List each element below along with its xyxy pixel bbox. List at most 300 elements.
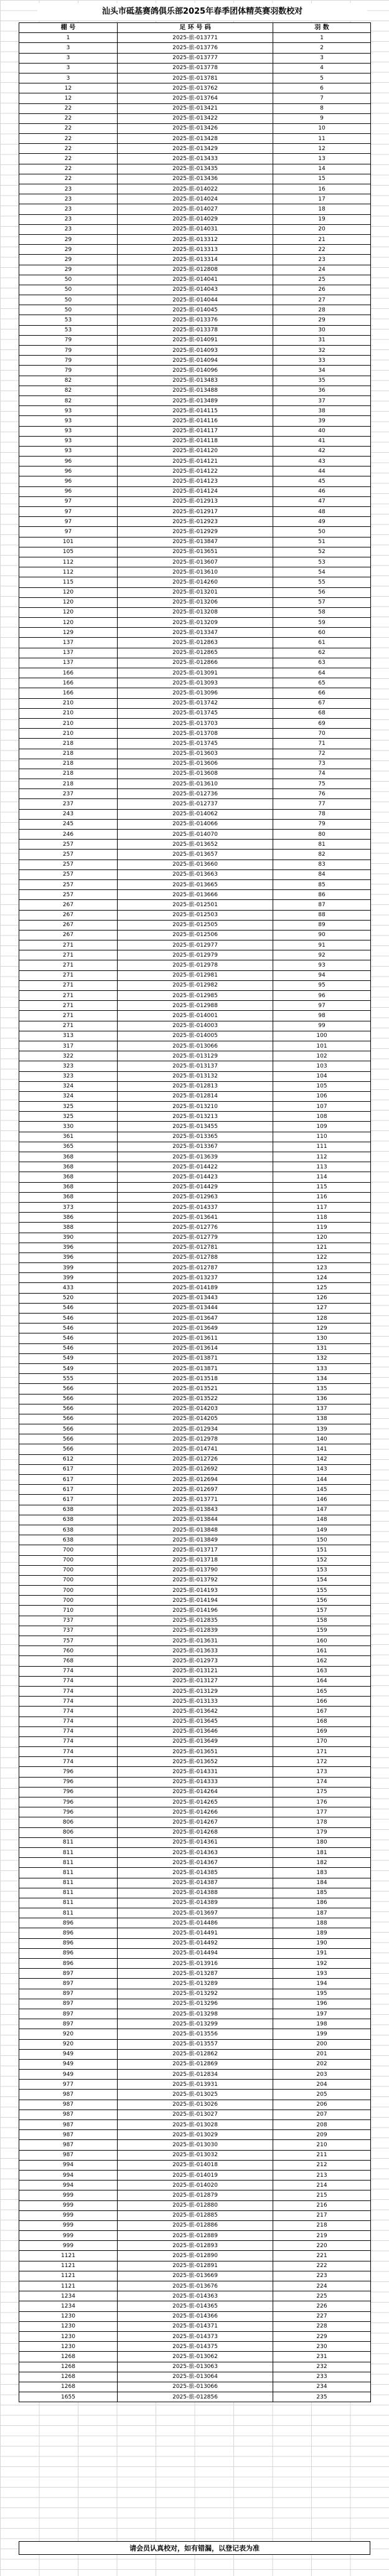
ring-number-cell: 2025-旅-013606 (118, 759, 273, 769)
count-cell: 108 (273, 1112, 371, 1122)
loft-cell: 324 (19, 1081, 118, 1091)
loft-cell: 757 (19, 1636, 118, 1646)
ring-number-cell: 2025-旅-013127 (118, 1676, 273, 1686)
loft-cell: 271 (19, 940, 118, 950)
ring-number-cell: 2025-旅-013026 (118, 2100, 273, 2110)
table-row (19, 819, 371, 829)
page-title: 汕头市砥基赛鸽俱乐部2025年春季团体精英赛羽数校对 (37, 3, 367, 21)
loft-cell: 22 (19, 174, 118, 184)
loft-cell: 920 (19, 2039, 118, 2049)
count-cell: 73 (273, 759, 371, 769)
loft-cell: 325 (19, 1102, 118, 1112)
count-cell: 186 (273, 1898, 371, 1908)
ring-number-cell: 2025-旅-013298 (118, 2009, 273, 2019)
count-cell: 219 (273, 2231, 371, 2241)
loft-cell: 368 (19, 1172, 118, 1182)
count-cell: 85 (273, 879, 371, 889)
loft-cell: 79 (19, 335, 118, 345)
count-cell: 147 (273, 1505, 371, 1515)
count-cell: 134 (273, 1374, 371, 1384)
loft-cell: 1230 (19, 2342, 118, 2352)
table-row (19, 1374, 371, 1384)
loft-cell: 120 (19, 607, 118, 617)
ring-number-cell: 2025-旅-014027 (118, 204, 273, 214)
loft-cell: 137 (19, 648, 118, 658)
loft-cell: 811 (19, 1898, 118, 1908)
count-cell: 62 (273, 648, 371, 658)
table-row (19, 718, 371, 728)
count-cell: 87 (273, 900, 371, 910)
table-row (19, 2170, 371, 2180)
count-cell: 215 (273, 2190, 371, 2200)
table-row (19, 1797, 371, 1807)
count-cell: 116 (273, 1192, 371, 1202)
loft-cell: 243 (19, 809, 118, 819)
table-row (19, 224, 371, 234)
count-cell: 192 (273, 1959, 371, 1969)
ring-number-cell: 2025-旅-014366 (118, 2311, 273, 2321)
ring-number-cell: 2025-旅-013483 (118, 376, 273, 386)
loft-cell: 29 (19, 234, 118, 244)
count-cell: 81 (273, 840, 371, 850)
table-row (19, 2352, 371, 2362)
table-row (19, 1404, 371, 1414)
loft-cell: 129 (19, 628, 118, 638)
count-cell: 120 (273, 1233, 371, 1243)
count-cell: 70 (273, 729, 371, 739)
table-row (19, 729, 371, 739)
loft-cell: 23 (19, 214, 118, 224)
ring-number-cell: 2025-旅-014003 (118, 1021, 273, 1031)
loft-cell: 29 (19, 265, 118, 275)
count-cell: 94 (273, 970, 371, 980)
ring-number-cell: 2025-旅-012891 (118, 2261, 273, 2271)
count-cell: 56 (273, 587, 371, 597)
table-row (19, 93, 371, 103)
ring-number-cell: 2025-旅-013518 (118, 1374, 273, 1384)
table-row (19, 1041, 371, 1051)
count-cell: 97 (273, 1001, 371, 1011)
count-cell: 74 (273, 769, 371, 779)
ring-number-cell: 2025-旅-013703 (118, 718, 273, 728)
ring-number-cell: 2025-旅-014196 (118, 1606, 273, 1616)
loft-cell: 267 (19, 930, 118, 940)
loft-cell: 271 (19, 960, 118, 970)
loft-cell: 23 (19, 184, 118, 194)
count-cell: 90 (273, 930, 371, 940)
ring-number-cell: 2025-旅-013771 (118, 1495, 273, 1505)
count-cell: 153 (273, 1565, 371, 1575)
count-cell: 93 (273, 960, 371, 970)
count-cell: 45 (273, 476, 371, 486)
count-cell: 198 (273, 2019, 371, 2029)
loft-cell: 82 (19, 395, 118, 405)
count-cell: 110 (273, 1132, 371, 1142)
ring-number-cell: 2025-旅-014066 (118, 819, 273, 829)
loft-cell: 774 (19, 1747, 118, 1757)
loft-cell: 897 (19, 1989, 118, 1999)
table-row (19, 2241, 371, 2251)
table-row (19, 486, 371, 496)
loft-cell: 700 (19, 1596, 118, 1606)
table-header-row (19, 23, 371, 33)
loft-cell: 546 (19, 1343, 118, 1353)
table-row (19, 799, 371, 809)
loft-cell: 120 (19, 597, 118, 607)
table-row (19, 1898, 371, 1908)
count-cell: 205 (273, 2090, 371, 2100)
table-row (19, 859, 371, 869)
loft-cell: 994 (19, 2170, 118, 2180)
ring-number-cell: 2025-旅-014116 (118, 416, 273, 426)
count-cell: 135 (273, 1384, 371, 1394)
count-cell: 144 (273, 1475, 371, 1485)
loft-cell: 399 (19, 1273, 118, 1283)
loft-cell: 257 (19, 890, 118, 900)
count-cell: 195 (273, 1989, 371, 1999)
loft-cell: 22 (19, 154, 118, 164)
ring-number-cell: 2025-旅-014337 (118, 1202, 273, 1212)
ring-number-cell: 2025-旅-014020 (118, 2181, 273, 2190)
ring-number-cell: 2025-旅-014260 (118, 577, 273, 587)
ring-number-cell: 2025-旅-013603 (118, 749, 273, 759)
table-row (19, 1847, 371, 1857)
count-cell: 1 (273, 33, 371, 43)
table-row (19, 2210, 371, 2220)
ring-number-cell: 2025-旅-013614 (118, 1343, 273, 1353)
loft-cell: 23 (19, 224, 118, 234)
count-cell: 173 (273, 1767, 371, 1777)
ring-number-cell: 2025-旅-013209 (118, 618, 273, 628)
loft-cell: 774 (19, 1736, 118, 1746)
ring-number-cell: 2025-旅-013652 (118, 1757, 273, 1767)
loft-cell: 97 (19, 496, 118, 506)
count-cell: 59 (273, 618, 371, 628)
ring-number-cell: 2025-旅-014193 (118, 1586, 273, 1596)
loft-cell: 999 (19, 2220, 118, 2230)
ring-number-cell: 2025-旅-014363 (118, 2291, 273, 2301)
ring-number-cell: 2025-旅-014041 (118, 275, 273, 285)
loft-cell: 638 (19, 1535, 118, 1545)
table-row (19, 123, 371, 133)
ring-number-cell: 2025-旅-012963 (118, 1192, 273, 1202)
loft-cell: 390 (19, 1233, 118, 1243)
count-cell: 224 (273, 2281, 371, 2291)
count-cell: 142 (273, 1454, 371, 1464)
count-cell: 131 (273, 1343, 371, 1353)
results-table (19, 22, 371, 2402)
ring-number-cell: 2025-旅-013778 (118, 63, 273, 73)
table-row (19, 547, 371, 557)
count-cell: 50 (273, 527, 371, 537)
count-cell: 158 (273, 1616, 371, 1626)
loft-cell: 137 (19, 658, 118, 668)
ring-number-cell: 2025-旅-012697 (118, 1485, 273, 1495)
count-cell: 128 (273, 1314, 371, 1324)
table-row (19, 2251, 371, 2261)
loft-cell: 93 (19, 416, 118, 426)
loft-cell: 987 (19, 2090, 118, 2100)
ring-number-cell: 2025-旅-013657 (118, 850, 273, 859)
count-cell: 24 (273, 265, 371, 275)
table-row (19, 346, 371, 356)
table-row (19, 1707, 371, 1717)
table-row (19, 1132, 371, 1142)
count-cell: 199 (273, 2029, 371, 2039)
count-cell: 221 (273, 2251, 371, 2261)
ring-number-cell: 2025-旅-013030 (118, 2140, 273, 2150)
loft-cell: 638 (19, 1515, 118, 1525)
ring-number-cell: 2025-旅-013776 (118, 43, 273, 53)
loft-cell: 897 (19, 1969, 118, 1979)
count-cell: 159 (273, 1626, 371, 1636)
count-cell: 113 (273, 1162, 371, 1172)
ring-number-cell: 2025-旅-012736 (118, 789, 273, 799)
table-row (19, 2150, 371, 2160)
ring-number-cell: 2025-旅-012856 (118, 2392, 273, 2402)
count-cell: 46 (273, 486, 371, 496)
table-row (19, 2110, 371, 2119)
ring-number-cell: 2025-旅-013129 (118, 1686, 273, 1696)
count-cell: 52 (273, 547, 371, 557)
loft-cell: 96 (19, 476, 118, 486)
table-row (19, 2039, 371, 2049)
count-cell: 161 (273, 1646, 371, 1656)
ring-number-cell: 2025-旅-012978 (118, 960, 273, 970)
ring-number-cell: 2025-旅-013610 (118, 779, 273, 789)
count-cell: 197 (273, 2009, 371, 2019)
ring-number-cell: 2025-旅-012866 (118, 658, 273, 668)
loft-cell: 617 (19, 1485, 118, 1495)
loft-cell: 257 (19, 859, 118, 869)
count-cell: 183 (273, 1868, 371, 1878)
table-row (19, 83, 371, 93)
count-cell: 165 (273, 1686, 371, 1696)
count-cell: 16 (273, 184, 371, 194)
loft-cell: 267 (19, 920, 118, 930)
table-row (19, 980, 371, 990)
ring-number-cell: 2025-旅-014115 (118, 406, 273, 416)
loft-cell: 323 (19, 1071, 118, 1081)
table-row (19, 113, 371, 123)
count-cell: 133 (273, 1363, 371, 1373)
table-row (19, 2190, 371, 2200)
loft-cell: 710 (19, 1606, 118, 1616)
ring-number-cell: 2025-旅-013137 (118, 1061, 273, 1071)
ring-number-cell: 2025-旅-013745 (118, 708, 273, 718)
count-cell: 67 (273, 698, 371, 708)
ring-number-cell: 2025-旅-014333 (118, 1777, 273, 1787)
table-row (19, 2291, 371, 2301)
table-row (19, 1444, 371, 1454)
table-row (19, 103, 371, 113)
ring-number-cell: 2025-旅-013651 (118, 547, 273, 557)
loft-cell: 555 (19, 1374, 118, 1384)
table-row (19, 1525, 371, 1535)
ring-number-cell: 2025-旅-014264 (118, 1787, 273, 1797)
table-row (19, 567, 371, 577)
table-row (19, 759, 371, 769)
table-row (19, 325, 371, 335)
ring-number-cell: 2025-旅-012886 (118, 2220, 273, 2230)
table-row (19, 1172, 371, 1182)
loft-cell: 1268 (19, 2352, 118, 2362)
loft-cell: 323 (19, 1061, 118, 1071)
loft-cell: 93 (19, 436, 118, 446)
count-cell: 178 (273, 1817, 371, 1827)
table-row (19, 850, 371, 859)
table-row (19, 1182, 371, 1192)
count-cell: 118 (273, 1213, 371, 1223)
table-row (19, 2220, 371, 2230)
table-row (19, 1475, 371, 1485)
count-cell: 212 (273, 2160, 371, 2170)
loft-cell: 549 (19, 1363, 118, 1373)
ring-number-cell: 2025-旅-013314 (118, 255, 273, 265)
count-cell: 203 (273, 2070, 371, 2080)
loft-cell: 546 (19, 1324, 118, 1333)
table-row (19, 446, 371, 456)
loft-cell: 166 (19, 678, 118, 688)
count-cell: 68 (273, 708, 371, 718)
ring-number-cell: 2025-旅-014741 (118, 1444, 273, 1454)
ring-number-cell: 2025-旅-013027 (118, 2110, 273, 2119)
table-row (19, 658, 371, 668)
loft-cell: 368 (19, 1192, 118, 1202)
table-row (19, 2029, 371, 2039)
table-row (19, 1636, 371, 1646)
count-cell: 83 (273, 859, 371, 869)
loft-cell: 79 (19, 346, 118, 356)
loft-cell: 1230 (19, 2311, 118, 2321)
ring-number-cell: 2025-旅-012893 (118, 2241, 273, 2251)
table-row (19, 174, 371, 184)
table-row (19, 1959, 371, 1969)
loft-cell: 896 (19, 1928, 118, 1938)
ring-number-cell: 2025-旅-014093 (118, 346, 273, 356)
loft-cell: 1121 (19, 2261, 118, 2271)
ring-number-cell: 2025-旅-014094 (118, 356, 273, 366)
count-cell: 10 (273, 123, 371, 133)
ring-number-cell: 2025-旅-013697 (118, 1908, 273, 1918)
loft-cell: 1234 (19, 2301, 118, 2311)
ring-number-cell: 2025-旅-012863 (118, 638, 273, 648)
ring-number-cell: 2025-旅-013556 (118, 2029, 273, 2039)
table-row (19, 1505, 371, 1515)
ring-number-cell: 2025-旅-013608 (118, 769, 273, 779)
table-row (19, 1515, 371, 1525)
count-cell: 112 (273, 1152, 371, 1162)
ring-number-cell: 2025-旅-013093 (118, 678, 273, 688)
count-cell: 230 (273, 2342, 371, 2352)
ring-number-cell: 2025-旅-013610 (118, 567, 273, 577)
ring-number-cell: 2025-旅-013717 (118, 1545, 273, 1555)
count-cell: 72 (273, 749, 371, 759)
count-cell: 139 (273, 1424, 371, 1434)
table-row (19, 830, 371, 840)
count-cell: 121 (273, 1243, 371, 1252)
table-row (19, 577, 371, 587)
ring-number-cell: 2025-旅-013443 (118, 1293, 273, 1303)
ring-number-cell: 2025-旅-014031 (118, 224, 273, 234)
table-row (19, 1263, 371, 1273)
loft-cell: 3 (19, 53, 118, 63)
table-row (19, 1656, 371, 1666)
count-cell: 145 (273, 1485, 371, 1495)
table-row (19, 376, 371, 386)
table-row (19, 335, 371, 345)
count-cell: 47 (273, 496, 371, 506)
table-row (19, 638, 371, 648)
count-cell: 191 (273, 1948, 371, 1958)
loft-cell: 774 (19, 1686, 118, 1696)
ring-number-cell: 2025-旅-012981 (118, 970, 273, 980)
table-row (19, 1989, 371, 1999)
table-row (19, 1495, 371, 1505)
count-cell: 235 (273, 2392, 371, 2402)
ring-number-cell: 2025-旅-013429 (118, 144, 273, 154)
count-cell: 101 (273, 1041, 371, 1051)
count-cell: 138 (273, 1414, 371, 1424)
table-row (19, 1394, 371, 1404)
ring-number-cell: 2025-旅-013651 (118, 1747, 273, 1757)
table-row (19, 950, 371, 960)
ring-number-cell: 2025-旅-012889 (118, 2231, 273, 2241)
loft-cell: 237 (19, 789, 118, 799)
table-row (19, 1091, 371, 1101)
count-cell: 3 (273, 53, 371, 63)
loft-cell: 12 (19, 93, 118, 103)
count-cell: 189 (273, 1928, 371, 1938)
loft-cell: 50 (19, 295, 118, 305)
table-row (19, 406, 371, 416)
table-row (19, 1928, 371, 1938)
ring-number-cell: 2025-旅-012913 (118, 496, 273, 506)
loft-cell: 324 (19, 1091, 118, 1101)
ring-number-cell: 2025-旅-013611 (118, 1333, 273, 1343)
loft-cell: 271 (19, 1011, 118, 1021)
count-cell: 136 (273, 1394, 371, 1404)
count-cell: 193 (273, 1969, 371, 1979)
count-cell: 220 (273, 2241, 371, 2251)
count-cell: 179 (273, 1827, 371, 1837)
count-cell: 143 (273, 1464, 371, 1474)
table-row (19, 2120, 371, 2130)
loft-cell: 246 (19, 830, 118, 840)
count-cell: 163 (273, 1666, 371, 1676)
table-row (19, 779, 371, 789)
loft-cell: 987 (19, 2140, 118, 2150)
table-row (19, 2090, 371, 2100)
table-row (19, 769, 371, 779)
count-cell: 152 (273, 1555, 371, 1565)
loft-cell: 811 (19, 1888, 118, 1898)
count-cell: 15 (273, 174, 371, 184)
ring-number-cell: 2025-旅-014121 (118, 457, 273, 466)
loft-cell: 93 (19, 406, 118, 416)
table-row (19, 164, 371, 174)
loft-cell: 566 (19, 1434, 118, 1444)
ring-number-cell: 2025-旅-012503 (118, 910, 273, 920)
ring-number-cell: 2025-旅-012977 (118, 940, 273, 950)
loft-cell: 257 (19, 869, 118, 879)
ring-number-cell: 2025-旅-013347 (118, 628, 273, 638)
ring-number-cell: 2025-旅-012505 (118, 920, 273, 930)
count-cell: 185 (273, 1888, 371, 1898)
table-row (19, 1223, 371, 1233)
ring-number-cell: 2025-旅-014189 (118, 1283, 273, 1293)
ring-number-cell: 2025-旅-013213 (118, 1112, 273, 1122)
